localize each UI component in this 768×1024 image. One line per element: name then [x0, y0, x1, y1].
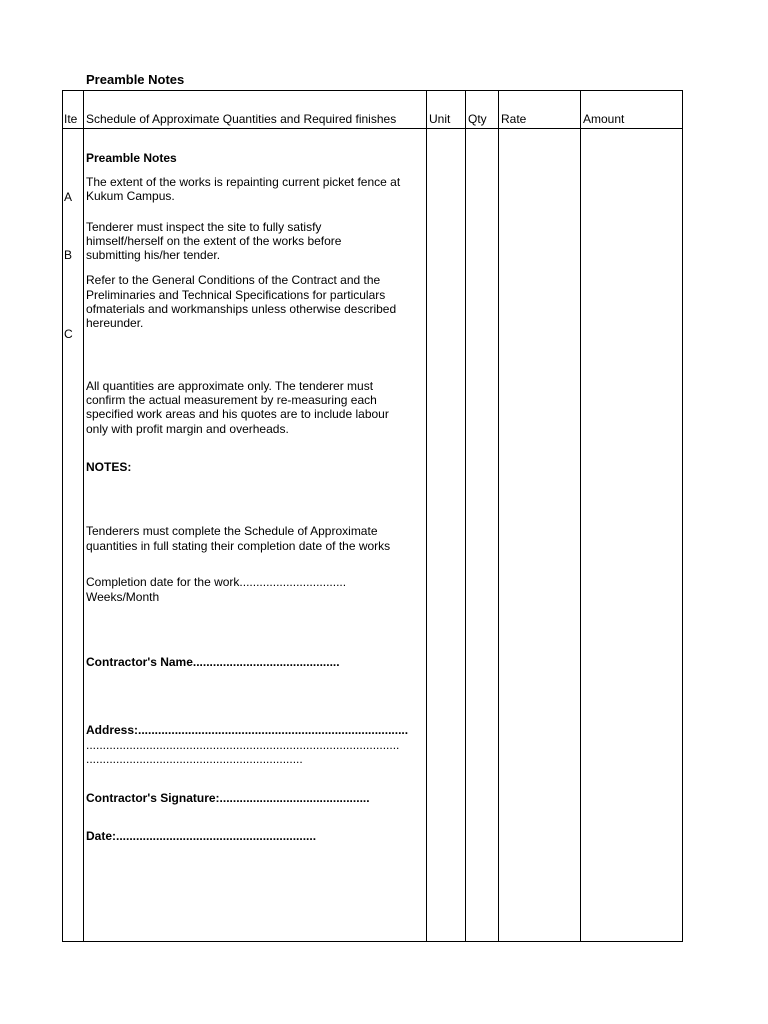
text-line: Tenderers must complete the Schedule of Approximate: [86, 524, 378, 538]
column-divider: [83, 90, 84, 942]
header-unit: Unit: [429, 112, 451, 126]
document-title: Preamble Notes: [86, 72, 185, 87]
column-divider: [426, 90, 427, 942]
text-line: submitting his/her tender.: [86, 248, 221, 262]
signature-field: Contractor's Signature:.............................................: [86, 791, 370, 805]
text-line: confirm the actual measurement by re-measuring each: [86, 393, 377, 407]
column-divider: [62, 90, 63, 942]
contractor-name-field: Contractor's Name............................................: [86, 655, 340, 669]
item-label-b: B: [64, 248, 73, 262]
text-line: The extent of the works is repainting current picket fence at: [86, 175, 401, 189]
text-line: quantities in full stating their completion date of the works: [86, 539, 391, 553]
header-bottom-border: [62, 128, 683, 129]
text-line: himself/herself on the extent of the works before: [86, 234, 342, 248]
text-line: Refer to the General Conditions of the Contract and the: [86, 273, 381, 287]
text-line: ..............................................................................................: [86, 738, 400, 752]
preamble-heading: Preamble Notes: [86, 151, 177, 165]
header-qty: Qty: [468, 112, 487, 126]
column-divider: [465, 90, 466, 942]
date-field: Date:............................................................: [86, 829, 317, 843]
text-line: specified work areas and his quotes are to include labour: [86, 407, 389, 421]
text-line: Kukum Campus.: [86, 189, 175, 203]
item-label-c: C: [64, 327, 73, 341]
column-divider: [498, 90, 499, 942]
text-line: .................................................................: [86, 752, 303, 766]
header-schedule: Schedule of Approximate Quantities and Required finishes: [86, 112, 397, 126]
text-line: Completion date for the work................................: [86, 575, 347, 589]
header-item: Ite: [64, 112, 78, 126]
notes-heading: NOTES:: [86, 460, 132, 474]
text-line: Tenderer must inspect the site to fully satisfy: [86, 220, 322, 234]
text-line: only with profit margin and overheads.: [86, 422, 289, 436]
column-divider: [682, 90, 683, 942]
column-divider: [580, 90, 581, 942]
header-rate: Rate: [501, 112, 527, 126]
table-top-border: [62, 90, 683, 91]
text-line: hereunder.: [86, 316, 144, 330]
text-line: All quantities are approximate only. The tenderer must: [86, 379, 374, 393]
header-amount: Amount: [583, 112, 625, 126]
text-line: ofmaterials and workmanships unless otherwise described: [86, 302, 397, 316]
text-line: Weeks/Month: [86, 590, 160, 604]
item-label-a: A: [64, 190, 73, 204]
text-line: Preliminaries and Technical Specifications for particulars: [86, 288, 386, 302]
table-bottom-border: [62, 941, 683, 942]
text-line: Address:.................................................................................: [86, 723, 409, 737]
